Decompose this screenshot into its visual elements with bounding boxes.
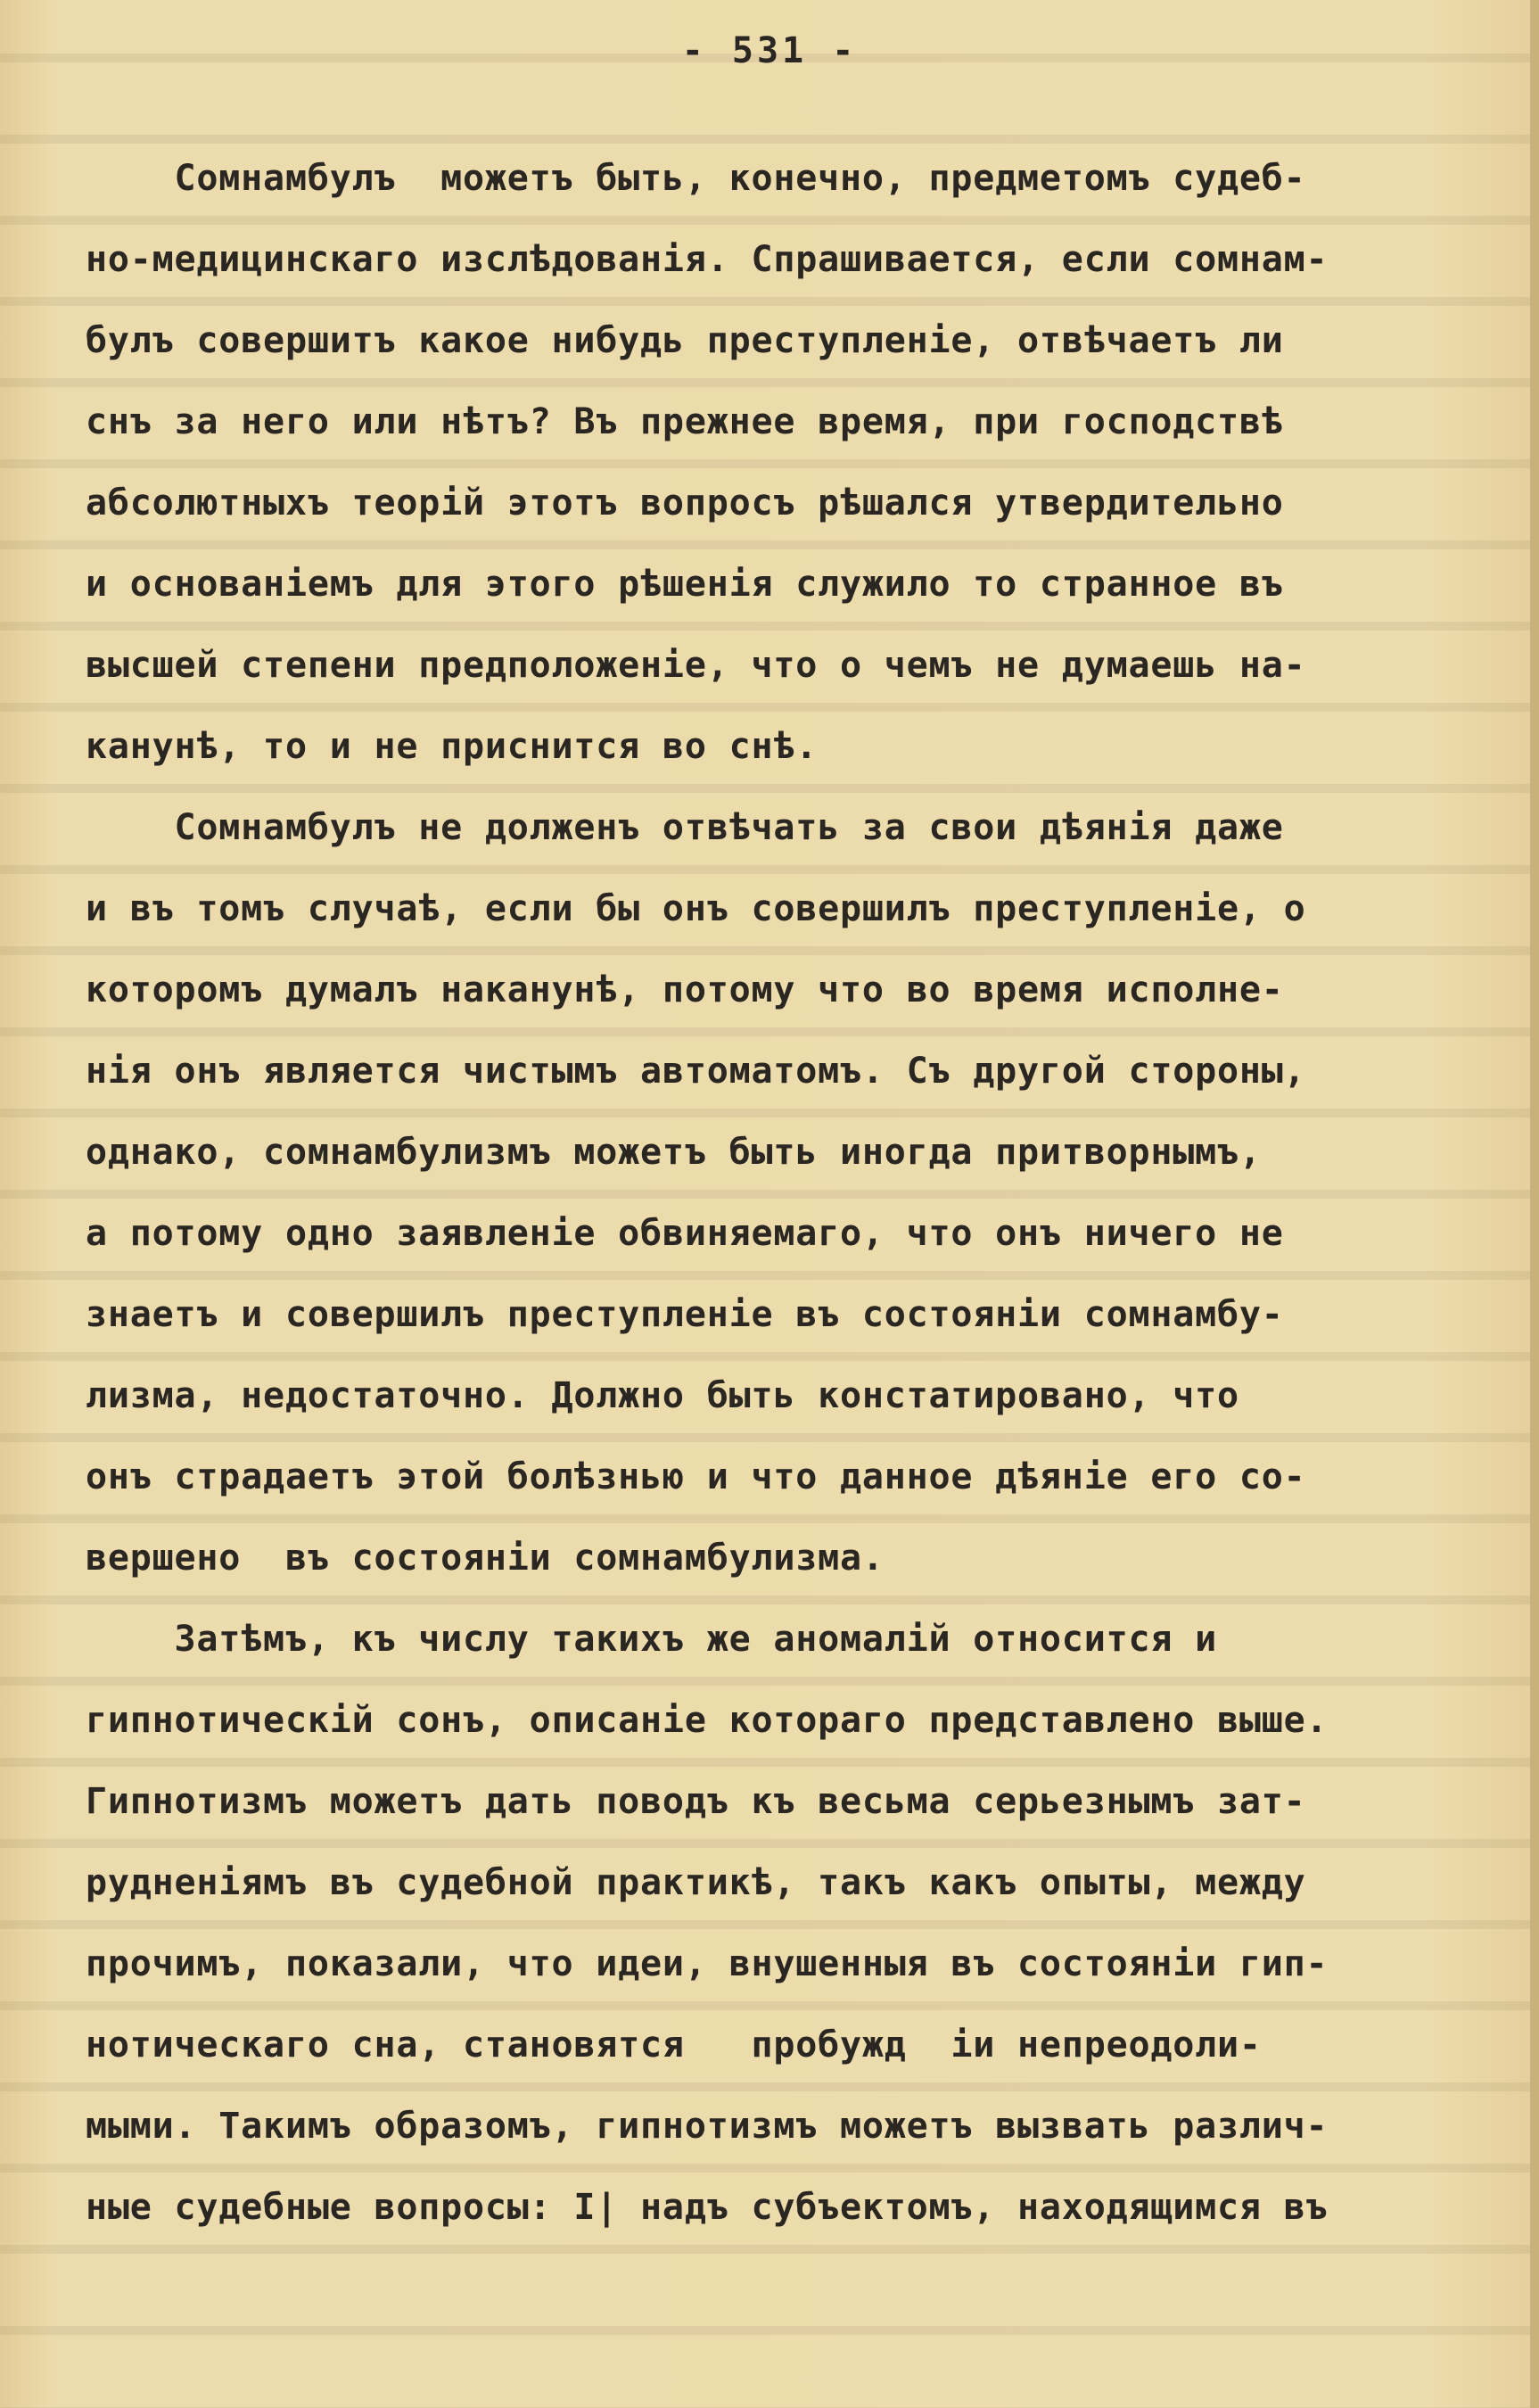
text-line: вершено въ состояніи сомнамбулизма. [86,1538,885,1579]
text-line: мыми. Такимъ образомъ, гипнотизмъ можетъ вызвать различ- [86,2106,1329,2147]
text-line: рудненіямъ въ судебной практикѣ, такъ какъ опыты, между [86,1862,1306,1903]
text-line: высшей степени предположеніе, что о чемъ не думаешь на- [86,645,1306,686]
text-line: нотическаго сна, становятся пробужд іи непреодоли- [86,2025,1262,2066]
text-line: гипнотическій сонъ, описаніе котораго представлено выше. [86,1700,1329,1741]
text-line: нія онъ является чистымъ автоматомъ. Съ другой стороны, [86,1051,1306,1092]
text-line: лизма, недостаточно. Должно быть констатировано, что [86,1375,1239,1416]
text-line: Сомнамбулъ можетъ быть, конечно, предметомъ судеб- [86,158,1306,199]
text-line: ные судебные вопросы: I| надъ субъектомъ, находящимся въ [86,2187,1329,2228]
text-line: прочимъ, показали, что идеи, внушенныя въ состояніи гип- [86,1943,1329,1984]
text-line: знаетъ и совершилъ преступленіе въ состояніи сомнамбу- [86,1294,1284,1335]
page-number: - 531 - [681,30,858,71]
text-line: булъ совершитъ какое нибудь преступленіе, отвѣчаетъ ли [86,320,1284,361]
text-line: канунѣ, то и не приснится во снѣ. [86,726,819,767]
text-line: снъ за него или нѣтъ? Въ прежнее время, при господствѣ [86,401,1284,442]
text-line: а потому одно заявленіе обвиняемаго, что онъ ничего не [86,1213,1284,1254]
text-line: и въ томъ случаѣ, если бы онъ совершилъ преступленіе, о [86,888,1306,929]
page-edge [1530,0,1539,2408]
text-line: и основаніемъ для этого рѣшенія служило то странное въ [86,564,1284,605]
text-line: онъ страдаетъ этой болѣзнью и что данное дѣяніе его со- [86,1456,1306,1497]
text-line: абсолютныхъ теорій этотъ вопросъ рѣшался утвердительно [86,482,1284,524]
text-line: которомъ думалъ наканунѣ, потому что во время исполне- [86,969,1284,1010]
body-text [86,157,1477,2267]
text-line: Сомнамбулъ не долженъ отвѣчать за свои дѣянія даже [86,807,1284,848]
text-line: Гипнотизмъ можетъ дать поводъ къ весьма серьезнымъ зат- [86,1781,1306,1822]
text-line: однако, сомнамбулизмъ можетъ быть иногда притворнымъ, [86,1132,1262,1173]
text-line: но-медицинскаго изслѣдованія. Спрашивается, если сомнам- [86,239,1329,280]
text-line: Затѣмъ, къ числу такихъ же аномалій относится и [86,1619,1217,1660]
